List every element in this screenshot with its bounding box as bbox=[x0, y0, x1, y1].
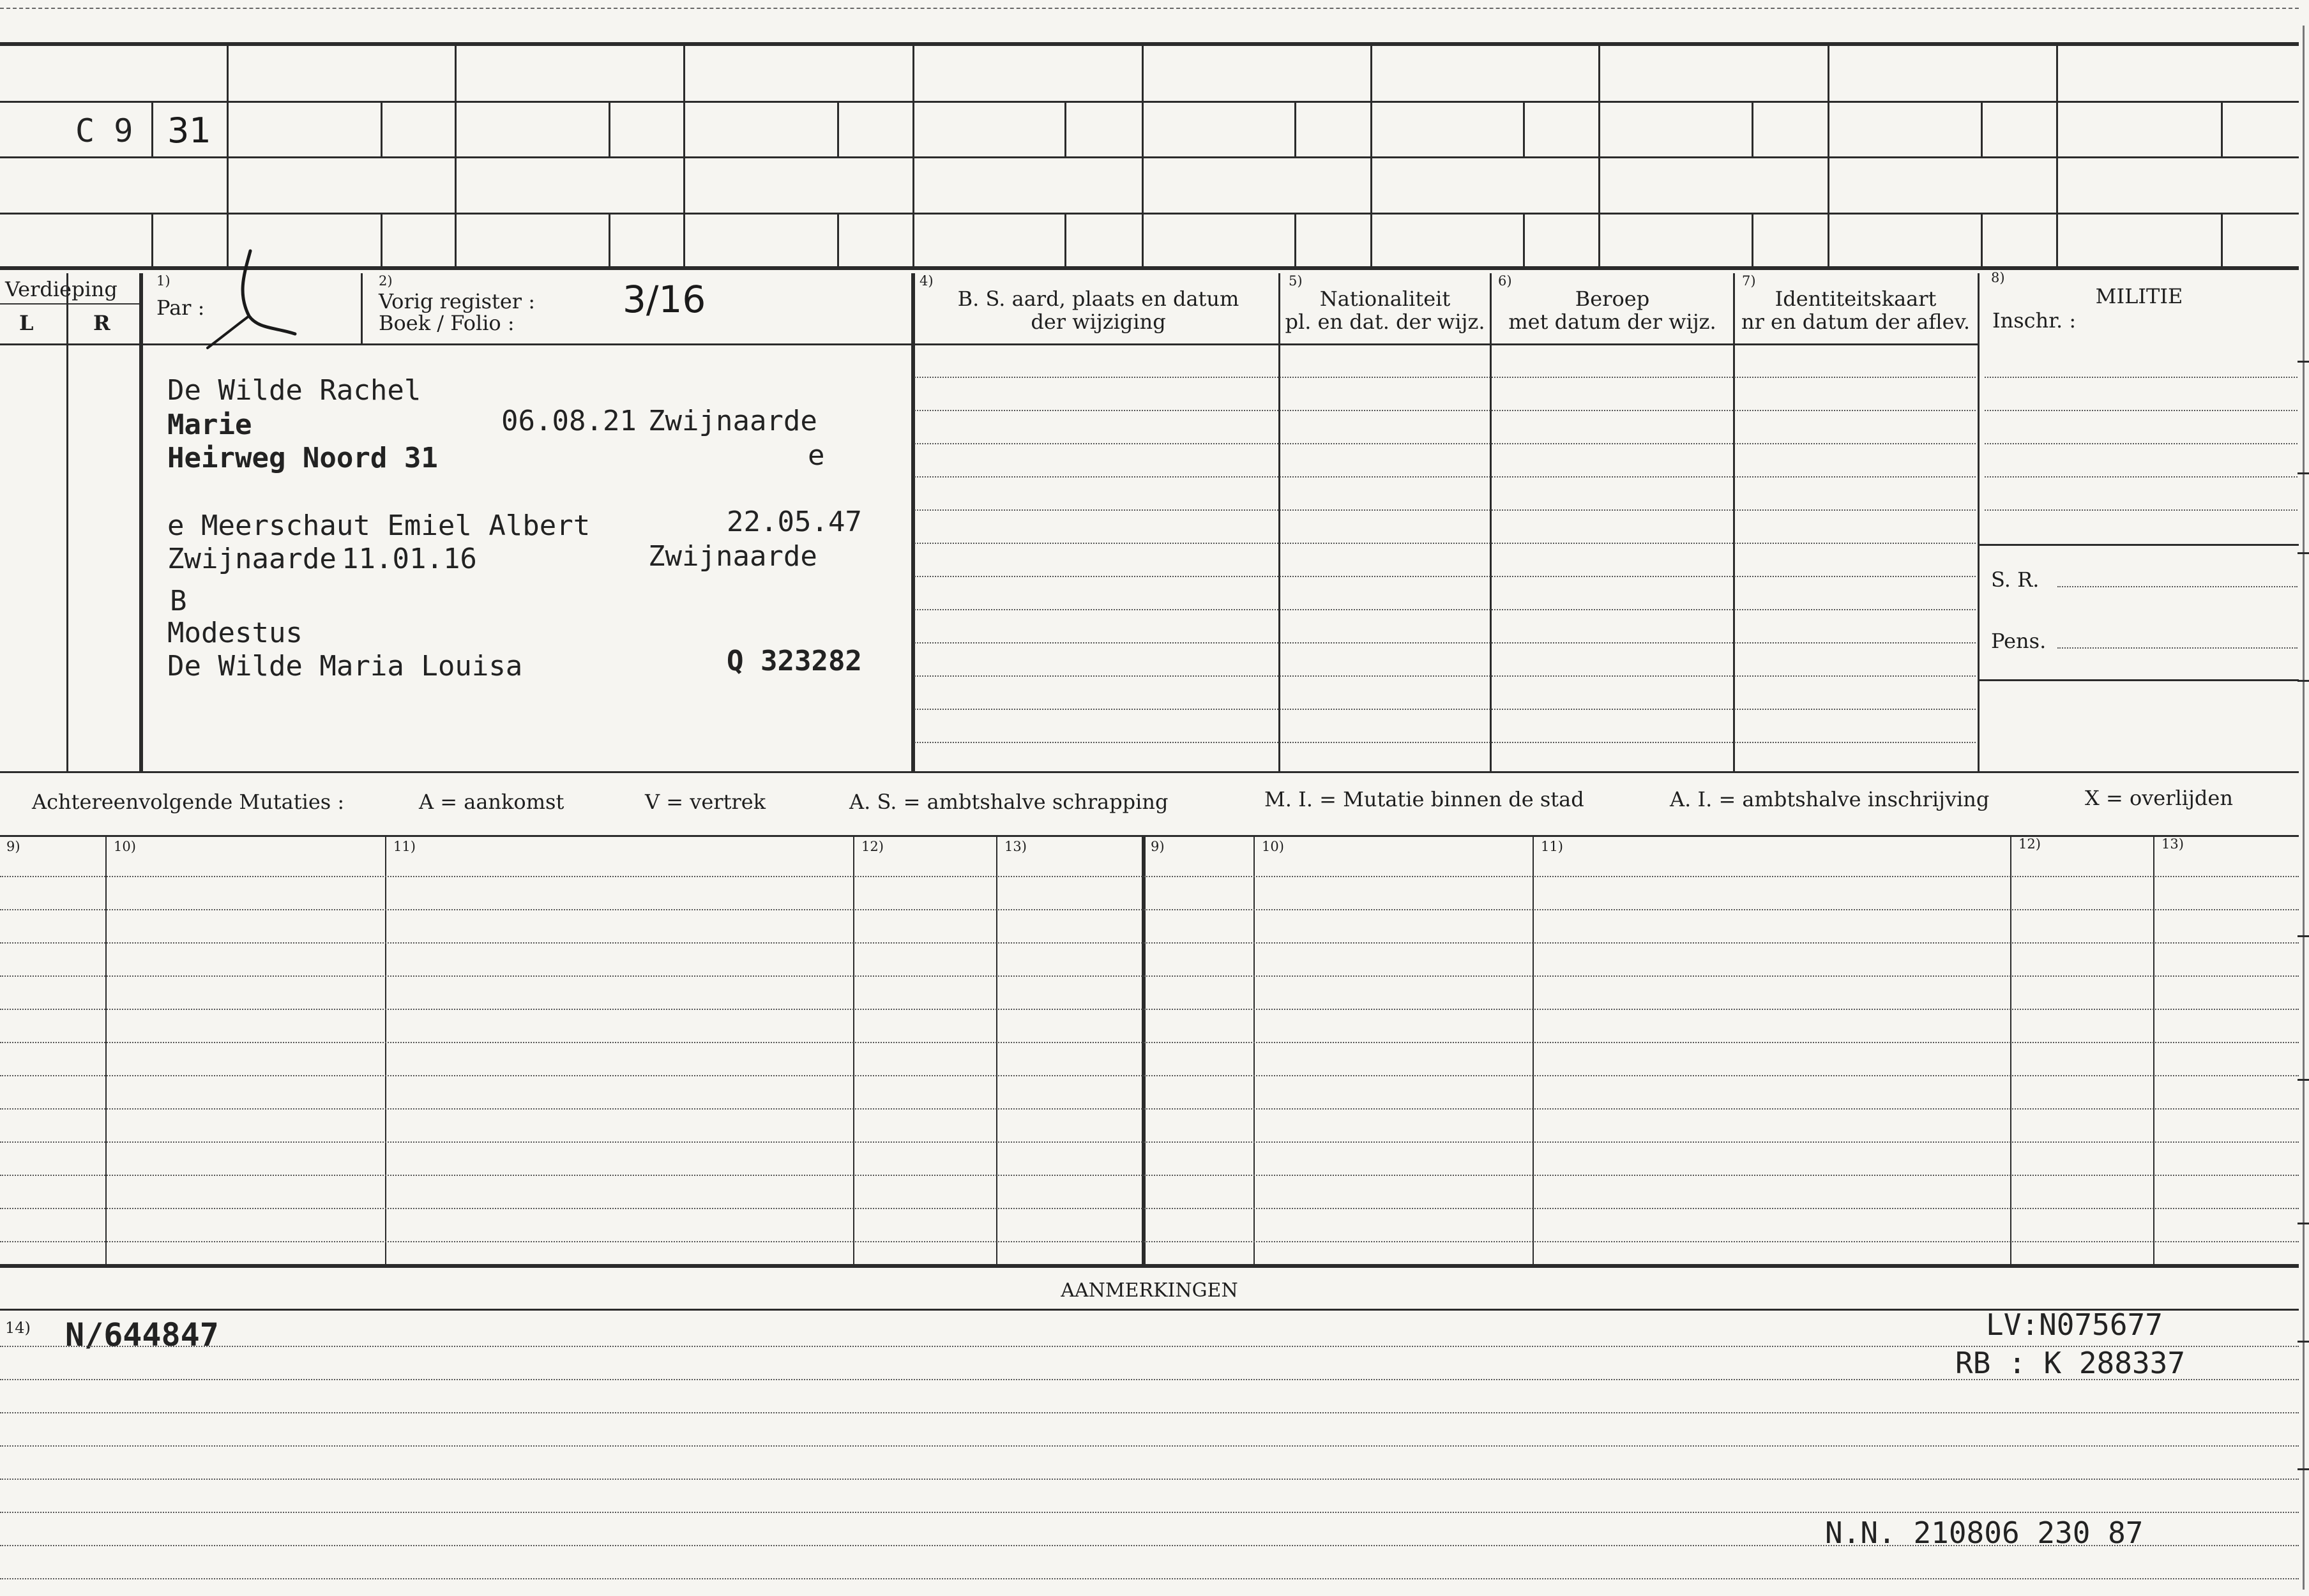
edge-tick bbox=[2298, 472, 2309, 474]
mut-row-line bbox=[0, 876, 2299, 877]
grid-subdivider bbox=[1294, 101, 1296, 157]
vorig-num: 2) bbox=[379, 273, 393, 289]
mut-divider bbox=[1253, 835, 1255, 1264]
mut-col-12: 12) bbox=[861, 839, 884, 854]
mut-row-line bbox=[0, 1175, 2299, 1176]
grid-bottom-line bbox=[0, 266, 2299, 270]
mut-col-9b: 9) bbox=[1151, 839, 1165, 854]
mut-divider bbox=[853, 835, 854, 1264]
grid-subdivider bbox=[381, 101, 382, 157]
address: Heirweg Noord 31 bbox=[167, 442, 438, 474]
remarks-line bbox=[0, 1379, 2299, 1380]
col5-line2: pl. en dat. der wijz. bbox=[1285, 310, 1485, 334]
ruled-line bbox=[914, 476, 1976, 478]
col6-col7-divider bbox=[1733, 273, 1735, 771]
vorig-register-value: 3/16 bbox=[623, 278, 706, 321]
ruled-line bbox=[914, 509, 1976, 511]
grid-divider bbox=[912, 42, 914, 266]
militie-line bbox=[1985, 377, 2298, 378]
grid-subdivider bbox=[1523, 101, 1525, 157]
militie-line bbox=[1985, 443, 2298, 444]
grid-divider bbox=[683, 42, 685, 266]
edge-tick bbox=[2298, 1079, 2309, 1081]
mut-col-10: 10) bbox=[114, 839, 136, 854]
ruled-line bbox=[914, 443, 1976, 444]
grid-subdivider bbox=[1752, 213, 1753, 266]
vorig-register-label: Vorig register : bbox=[379, 289, 536, 313]
mut-row-line bbox=[0, 1108, 2299, 1110]
mother-name: De Wilde Maria Louisa bbox=[167, 650, 523, 682]
militie-divider bbox=[1980, 679, 2299, 681]
mut-col-11: 11) bbox=[393, 839, 416, 854]
militie-line bbox=[1985, 476, 2298, 478]
par-vorig-divider bbox=[361, 273, 363, 343]
ruled-line bbox=[914, 609, 1976, 610]
ruled-line bbox=[914, 543, 1976, 544]
remarks-top-line bbox=[0, 1309, 2299, 1311]
mut-col-9: 9) bbox=[6, 839, 20, 854]
militie-line bbox=[1985, 509, 2298, 511]
ruled-line bbox=[914, 410, 1976, 411]
mut-divider bbox=[1533, 835, 1534, 1264]
edge-tick bbox=[2298, 680, 2309, 682]
legend-a: A = aankomst bbox=[419, 790, 564, 814]
right-edge bbox=[2303, 26, 2305, 1590]
col8-num: 8) bbox=[1991, 270, 2005, 285]
mut-divider bbox=[2153, 835, 2154, 1264]
remarks-title: AANMERKINGEN bbox=[1061, 1279, 1238, 1302]
mut-center-divider bbox=[1142, 835, 1146, 1264]
edge-tick bbox=[2298, 1341, 2309, 1343]
col5-col6-divider bbox=[1490, 273, 1492, 771]
col4-line2: der wijziging bbox=[1031, 310, 1166, 334]
col4-num: 4) bbox=[920, 273, 934, 289]
person-block-right-edge bbox=[911, 273, 915, 771]
col7-line2: nr en datum der aflev. bbox=[1741, 310, 1971, 334]
edge-tick bbox=[2298, 935, 2309, 937]
person-name-line1: De Wilde Rachel bbox=[167, 374, 421, 407]
ruled-line bbox=[914, 709, 1976, 710]
birth-date: 06.08.21 bbox=[501, 405, 637, 437]
grid-subdivider bbox=[2221, 101, 2223, 157]
grid-subdivider bbox=[2221, 213, 2223, 266]
grid-divider bbox=[455, 42, 457, 266]
remarks-line bbox=[0, 1346, 2299, 1347]
grid-line bbox=[0, 101, 2299, 103]
l-label: L bbox=[19, 311, 34, 335]
given-name: Modestus bbox=[167, 617, 303, 649]
top-edge-line bbox=[0, 8, 2299, 9]
grid-subdivider bbox=[609, 213, 610, 266]
mut-row-line bbox=[0, 1009, 2299, 1010]
mut-divider bbox=[2010, 835, 2011, 1264]
grid-divider bbox=[2056, 42, 2058, 266]
col7-num: 7) bbox=[1742, 273, 1756, 289]
id-code: Q 323282 bbox=[727, 645, 862, 677]
mut-row-line bbox=[0, 942, 2299, 944]
nn-number: N.N. 210806 230 87 bbox=[1825, 1516, 2144, 1550]
mutations-top-line bbox=[0, 835, 2299, 837]
grid-subdivider bbox=[609, 101, 610, 157]
r-label: R bbox=[93, 311, 110, 335]
col7-line1: Identiteitskaart bbox=[1775, 287, 1937, 311]
mut-row-line bbox=[0, 975, 2299, 977]
sr-line bbox=[2057, 586, 2298, 587]
grid-subdivider bbox=[1294, 213, 1296, 266]
mut-divider bbox=[996, 835, 997, 1264]
birth-place: Zwijnaarde bbox=[648, 405, 817, 437]
grid-subdivider bbox=[1523, 213, 1525, 266]
spouse-name: e Meerschaut Emiel Albert bbox=[167, 509, 591, 542]
col4-line1: B. S. aard, plaats en datum bbox=[957, 287, 1239, 311]
remarks-line bbox=[0, 1545, 2299, 1546]
grid-divider bbox=[1370, 42, 1372, 266]
grid-divider bbox=[151, 101, 153, 157]
address-suffix: e bbox=[808, 439, 825, 472]
remarks-num: 14) bbox=[5, 1319, 31, 1337]
verdieping-divider-main bbox=[139, 273, 143, 771]
grid-subdivider bbox=[1752, 101, 1753, 157]
mut-col-11b: 11) bbox=[1541, 839, 1563, 854]
remarks-line bbox=[0, 1412, 2299, 1413]
col7-col8-divider bbox=[1978, 273, 1980, 771]
grid-number: 31 bbox=[167, 110, 211, 151]
legend-mi: M. I. = Mutatie binnen de stad bbox=[1264, 787, 1584, 811]
mut-col-13: 13) bbox=[1004, 839, 1027, 854]
col5-line1: Nationaliteit bbox=[1319, 287, 1451, 311]
col6-line2: met datum der wijz. bbox=[1508, 310, 1716, 334]
grid-subdivider bbox=[1981, 213, 1983, 266]
remarks-value: N/644847 bbox=[65, 1316, 219, 1353]
pens-line bbox=[2057, 647, 2298, 649]
edge-tick bbox=[2298, 552, 2309, 554]
militie-label: MILITIE bbox=[2095, 284, 2183, 308]
par-handwritten-mark bbox=[204, 246, 307, 354]
sr-label: S. R. bbox=[1991, 568, 2040, 592]
remarks-line bbox=[0, 1512, 2299, 1513]
mut-divider bbox=[385, 835, 386, 1264]
mut-col-12b: 12) bbox=[2018, 836, 2041, 852]
grid-divider bbox=[1142, 42, 1144, 266]
par-label: Par : bbox=[156, 296, 205, 320]
legend-v: V = vertrek bbox=[645, 790, 766, 814]
mut-divider bbox=[105, 835, 107, 1264]
remarks-line bbox=[0, 1445, 2299, 1447]
col6-num: 6) bbox=[1498, 273, 1512, 289]
mut-row-line bbox=[0, 1208, 2299, 1209]
grid-subdivider bbox=[1064, 213, 1066, 266]
mut-col-13b: 13) bbox=[2161, 836, 2184, 852]
person-name-line2: Marie bbox=[167, 409, 252, 441]
remarks-line bbox=[0, 1578, 2299, 1579]
boek-folio-label: Boek / Folio : bbox=[379, 311, 515, 335]
legend-ai: A. I. = ambtshalve inschrijving bbox=[1670, 787, 1990, 811]
grid-divider bbox=[1828, 42, 1829, 266]
grid-subdivider bbox=[837, 213, 839, 266]
spouse-birth-date: 11.01.16 bbox=[342, 543, 477, 575]
verdieping-divider bbox=[0, 303, 139, 305]
spouse-place: Zwijnaarde bbox=[167, 543, 337, 575]
mut-row-line bbox=[0, 1141, 2299, 1143]
mut-row-line bbox=[0, 1241, 2299, 1242]
edge-tick bbox=[2298, 1468, 2309, 1470]
l-r-divider bbox=[66, 273, 68, 771]
grid-divider bbox=[1598, 42, 1600, 266]
marital-status: B bbox=[170, 585, 187, 617]
ruled-line bbox=[914, 576, 1976, 577]
mut-row-line bbox=[0, 1075, 2299, 1076]
col5-num: 5) bbox=[1289, 273, 1303, 289]
grid-code: C 9 bbox=[75, 112, 133, 149]
spouse-birth-place: Zwijnaarde bbox=[648, 540, 817, 573]
col6-line1: Beroep bbox=[1575, 287, 1650, 311]
mut-row-line bbox=[0, 1042, 2299, 1043]
ruled-line bbox=[914, 675, 1976, 677]
ruled-line bbox=[914, 377, 1976, 378]
mut-row-line bbox=[0, 909, 2299, 910]
ruled-line bbox=[914, 742, 1976, 743]
upper-section-bottom bbox=[0, 771, 2299, 773]
inschr-label: Inschr. : bbox=[1992, 308, 2077, 333]
par-num: 1) bbox=[156, 273, 170, 289]
legend-as: A. S. = ambtshalve schrapping bbox=[849, 790, 1169, 814]
grid-line bbox=[0, 156, 2299, 158]
mut-col-10b: 10) bbox=[1262, 839, 1284, 854]
mutations-bottom-line bbox=[0, 1264, 2299, 1268]
grid-subdivider bbox=[381, 213, 382, 266]
pens-label: Pens. bbox=[1991, 629, 2047, 653]
verdieping-label: Verdieping bbox=[5, 277, 117, 301]
remarks-line bbox=[0, 1479, 2299, 1480]
spouse-date: 22.05.47 bbox=[727, 506, 862, 538]
edge-tick bbox=[2298, 361, 2309, 363]
lv-number: LV:N075677 bbox=[1986, 1307, 2163, 1342]
grid-divider bbox=[151, 213, 153, 266]
militie-divider bbox=[1980, 544, 2299, 546]
col4-col5-divider bbox=[1278, 273, 1280, 771]
grid-subdivider bbox=[1981, 101, 1983, 157]
grid-divider bbox=[227, 42, 229, 266]
mutaties-title: Achtereenvolgende Mutaties : bbox=[32, 790, 345, 814]
grid-subdivider bbox=[837, 101, 839, 157]
grid-line bbox=[0, 213, 2299, 215]
militie-line bbox=[1985, 410, 2298, 411]
grid-subdivider bbox=[1064, 101, 1066, 157]
ruled-line bbox=[914, 642, 1976, 644]
edge-tick bbox=[2298, 1223, 2309, 1224]
grid-top-line bbox=[0, 42, 2299, 46]
rb-number: RB : K 288337 bbox=[1955, 1346, 2186, 1380]
legend-x: X = overlijden bbox=[2085, 786, 2233, 810]
